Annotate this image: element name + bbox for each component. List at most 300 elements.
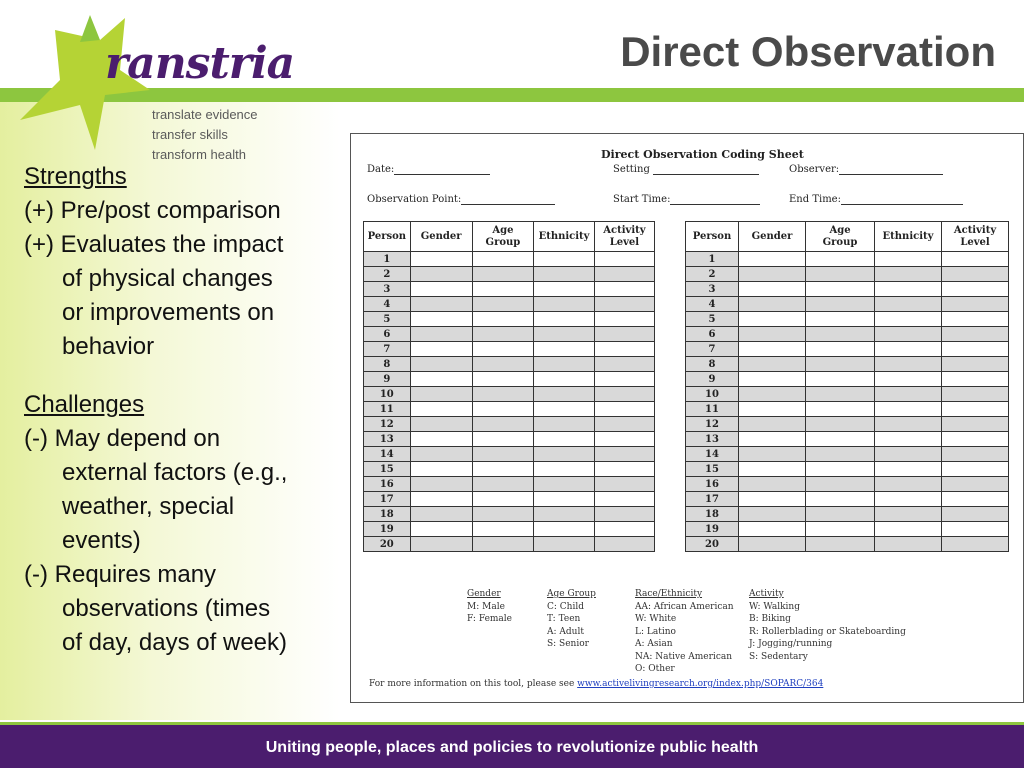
blank-cell	[410, 357, 472, 372]
blank-cell	[534, 417, 595, 432]
date-label: Date:	[367, 164, 395, 175]
blank-cell	[534, 402, 595, 417]
person-number-cell: 4	[686, 297, 739, 312]
person-number-cell: 1	[364, 252, 411, 267]
person-number-cell: 8	[364, 357, 411, 372]
blank-cell	[594, 402, 654, 417]
blank-cell	[594, 522, 654, 537]
blank-cell	[472, 267, 534, 282]
blank-cell	[739, 282, 806, 297]
blank-cell	[410, 297, 472, 312]
end-time-field	[789, 194, 963, 205]
logo-wordmark: ranstria	[105, 38, 295, 89]
blank-cell	[472, 327, 534, 342]
blank-cell	[739, 342, 806, 357]
column-header: Gender	[739, 222, 806, 252]
blank-cell	[410, 462, 472, 477]
column-header: Person	[686, 222, 739, 252]
blank-cell	[942, 507, 1009, 522]
observer-label: Observer:	[789, 164, 840, 175]
blank-cell	[472, 372, 534, 387]
column-header: Activity Level	[942, 222, 1009, 252]
legend-item: NA: Native American	[635, 651, 733, 662]
coding-sheet-footnote	[369, 679, 823, 689]
person-number-cell: 15	[364, 462, 411, 477]
blank-cell	[739, 522, 806, 537]
blank-cell	[594, 417, 654, 432]
challenges-heading: Challenges	[24, 391, 145, 418]
blank-cell	[534, 342, 595, 357]
blank-cell	[942, 522, 1009, 537]
legend-item: J: Jogging/running	[749, 639, 833, 649]
blank-cell	[594, 492, 654, 507]
observation-point-field	[367, 194, 555, 205]
column-header: Ethnicity	[875, 222, 942, 252]
blank-cell	[534, 312, 595, 327]
blank-cell	[806, 537, 875, 552]
blank-cell	[594, 357, 654, 372]
table-row	[364, 522, 655, 537]
column-header: Age Group	[472, 222, 534, 252]
setting-field	[613, 164, 759, 175]
blank-cell	[472, 312, 534, 327]
legend-item: S: Sedentary	[749, 651, 808, 662]
blank-cell	[410, 492, 472, 507]
person-number-cell: 14	[686, 447, 739, 462]
blank-cell	[875, 447, 942, 462]
table-row	[686, 252, 1009, 267]
blank-cell	[594, 447, 654, 462]
blank-cell	[739, 327, 806, 342]
blank-cell	[594, 342, 654, 357]
blank-cell	[739, 462, 806, 477]
end-time-label: End Time:	[789, 194, 841, 205]
blank-cell	[472, 342, 534, 357]
blank-cell	[410, 252, 472, 267]
person-number-cell: 16	[364, 477, 411, 492]
challenge-item-cont: events)	[62, 527, 141, 554]
blank-cell	[739, 417, 806, 432]
legend-activity	[749, 588, 906, 663]
footnote-text: For more information on this tool, please see	[369, 679, 575, 689]
person-number-cell: 3	[686, 282, 739, 297]
person-number-cell: 4	[364, 297, 411, 312]
table-row	[364, 342, 655, 357]
person-number-cell: 20	[686, 537, 739, 552]
blank-cell	[534, 462, 595, 477]
strength-item-cont: behavior	[62, 333, 155, 360]
blank-cell	[410, 327, 472, 342]
table-row	[686, 342, 1009, 357]
person-number-cell: 12	[364, 417, 411, 432]
blank-cell	[410, 522, 472, 537]
blank-cell	[472, 387, 534, 402]
blank-cell	[942, 282, 1009, 297]
blank-cell	[806, 372, 875, 387]
blank-cell	[739, 537, 806, 552]
transtria-logo	[0, 0, 300, 170]
legend-race-heading: Race/Ethnicity	[635, 589, 703, 599]
legend-item: M: Male	[467, 601, 505, 612]
person-number-cell: 15	[686, 462, 739, 477]
blank-cell	[806, 507, 875, 522]
column-header: Activity Level	[594, 222, 654, 252]
blank-cell	[942, 267, 1009, 282]
challenge-item-cont: external factors (e.g.,	[62, 459, 288, 486]
page-title: Direct Observation	[620, 28, 996, 75]
blank-cell	[942, 297, 1009, 312]
person-number-cell: 3	[364, 282, 411, 297]
legend-race	[635, 588, 734, 676]
table-row	[364, 432, 655, 447]
table-row	[364, 282, 655, 297]
blank-cell	[594, 252, 654, 267]
table-row	[686, 312, 1009, 327]
tagline-transfer: transfer skills	[152, 127, 228, 142]
person-number-cell: 14	[364, 447, 411, 462]
table-row	[686, 447, 1009, 462]
blank-cell	[875, 522, 942, 537]
strength-item-cont: or improvements on	[62, 299, 275, 326]
blank-cell	[534, 327, 595, 342]
person-number-cell: 18	[686, 507, 739, 522]
table-row	[364, 507, 655, 522]
coding-sheet-image	[350, 133, 1024, 703]
blank-cell	[594, 282, 654, 297]
person-number-cell: 19	[364, 522, 411, 537]
blank-cell	[942, 447, 1009, 462]
blank-cell	[739, 252, 806, 267]
blank-cell	[472, 417, 534, 432]
person-number-cell: 10	[364, 387, 411, 402]
blank-cell	[875, 252, 942, 267]
person-number-cell: 9	[364, 372, 411, 387]
table-row	[686, 462, 1009, 477]
blank-cell	[594, 537, 654, 552]
observer-field	[789, 164, 943, 175]
blank-cell	[472, 522, 534, 537]
table-row	[686, 417, 1009, 432]
blank-cell	[534, 477, 595, 492]
person-number-cell: 7	[364, 342, 411, 357]
strength-item: (+) Pre/post comparison	[24, 197, 281, 224]
person-number-cell: 19	[686, 522, 739, 537]
person-number-cell: 10	[686, 387, 739, 402]
blank-cell	[942, 492, 1009, 507]
strength-item-cont: of physical changes	[62, 265, 273, 292]
blank-cell	[942, 537, 1009, 552]
person-number-cell: 17	[686, 492, 739, 507]
column-header: Age Group	[806, 222, 875, 252]
legend-gender	[467, 588, 512, 626]
blank-cell	[806, 357, 875, 372]
blank-cell	[739, 402, 806, 417]
start-time-field	[613, 194, 760, 205]
blank-cell	[942, 462, 1009, 477]
blank-cell	[875, 417, 942, 432]
table-row	[364, 297, 655, 312]
tagline-transform: transform health	[152, 147, 246, 162]
person-number-cell: 17	[364, 492, 411, 507]
strengths-heading: Strengths	[24, 163, 127, 190]
table-row	[686, 432, 1009, 447]
blank-cell	[594, 327, 654, 342]
person-number-cell: 5	[364, 312, 411, 327]
strengths-challenges-text	[24, 160, 344, 660]
column-header: Ethnicity	[534, 222, 595, 252]
blank-cell	[806, 402, 875, 417]
blank-cell	[942, 372, 1009, 387]
table-row	[686, 537, 1009, 552]
legend-age-group	[547, 588, 596, 651]
blank-cell	[472, 492, 534, 507]
person-number-cell: 6	[686, 327, 739, 342]
table-row	[364, 462, 655, 477]
blank-cell	[739, 492, 806, 507]
table-row	[686, 402, 1009, 417]
blank-cell	[806, 417, 875, 432]
table-row	[686, 357, 1009, 372]
blank-cell	[942, 417, 1009, 432]
table-row	[686, 507, 1009, 522]
legend-item: A: Adult	[547, 626, 584, 637]
table-row	[364, 402, 655, 417]
person-number-cell: 6	[364, 327, 411, 342]
blank-cell	[472, 537, 534, 552]
table-row	[364, 267, 655, 282]
table-row	[686, 477, 1009, 492]
person-number-cell: 11	[364, 402, 411, 417]
blank-cell	[534, 297, 595, 312]
blank-cell	[806, 297, 875, 312]
blank-cell	[472, 357, 534, 372]
person-number-cell: 13	[686, 432, 739, 447]
tagline-translate: translate evidence	[152, 107, 258, 122]
table-row	[364, 477, 655, 492]
legend-gender-heading: Gender	[467, 589, 501, 599]
table-row	[364, 387, 655, 402]
blank-cell	[875, 402, 942, 417]
legend-item: F: Female	[467, 614, 512, 624]
blank-cell	[534, 387, 595, 402]
blank-cell	[806, 282, 875, 297]
blank-cell	[875, 327, 942, 342]
blank-cell	[806, 312, 875, 327]
blank-cell	[594, 297, 654, 312]
legend-item: T: Teen	[547, 614, 581, 624]
blank-cell	[806, 522, 875, 537]
blank-cell	[942, 312, 1009, 327]
blank-cell	[739, 507, 806, 522]
blank-cell	[534, 267, 595, 282]
challenge-item-cont: weather, special	[62, 493, 235, 520]
blank-cell	[875, 537, 942, 552]
blank-cell	[739, 432, 806, 447]
blank-cell	[534, 447, 595, 462]
date-field	[367, 164, 490, 175]
legend-item: AA: African American	[635, 601, 734, 612]
table-row	[686, 297, 1009, 312]
blank-cell	[806, 327, 875, 342]
blank-cell	[875, 492, 942, 507]
blank-cell	[739, 477, 806, 492]
blank-cell	[472, 462, 534, 477]
blank-cell	[942, 387, 1009, 402]
table-row	[364, 372, 655, 387]
blank-cell	[594, 507, 654, 522]
blank-cell	[472, 282, 534, 297]
column-header: Person	[364, 222, 411, 252]
table-row	[686, 387, 1009, 402]
start-time-label: Start Time:	[613, 194, 671, 205]
blank-cell	[875, 312, 942, 327]
person-number-cell: 8	[686, 357, 739, 372]
challenge-item: (-) Requires many	[24, 561, 217, 588]
legend-age-heading: Age Group	[547, 589, 596, 599]
blank-cell	[875, 432, 942, 447]
blank-cell	[594, 372, 654, 387]
blank-cell	[806, 462, 875, 477]
blank-cell	[534, 432, 595, 447]
blank-cell	[942, 342, 1009, 357]
blank-cell	[534, 522, 595, 537]
table-row	[686, 492, 1009, 507]
blank-cell	[534, 357, 595, 372]
blank-cell	[806, 342, 875, 357]
blank-cell	[875, 477, 942, 492]
blank-cell	[806, 447, 875, 462]
table-row	[364, 447, 655, 462]
blank-cell	[594, 477, 654, 492]
blank-cell	[875, 297, 942, 312]
table-row	[364, 357, 655, 372]
legend-item: C: Child	[547, 601, 584, 612]
blank-cell	[410, 402, 472, 417]
legend-item: L: Latino	[635, 626, 676, 637]
blank-cell	[739, 387, 806, 402]
blank-cell	[875, 267, 942, 282]
blank-cell	[410, 432, 472, 447]
blank-cell	[594, 462, 654, 477]
table-row	[686, 267, 1009, 282]
person-number-cell: 13	[364, 432, 411, 447]
strength-item: (+) Evaluates the impact	[24, 231, 284, 258]
blank-cell	[472, 477, 534, 492]
table-row	[364, 492, 655, 507]
blank-cell	[942, 327, 1009, 342]
blank-cell	[739, 312, 806, 327]
person-number-cell: 7	[686, 342, 739, 357]
blank-cell	[806, 477, 875, 492]
person-number-cell: 12	[686, 417, 739, 432]
person-number-cell: 5	[686, 312, 739, 327]
blank-cell	[472, 297, 534, 312]
blank-cell	[875, 282, 942, 297]
person-number-cell: 20	[364, 537, 411, 552]
legend-item: A: Asian	[635, 639, 673, 649]
blank-cell	[739, 297, 806, 312]
challenge-item: (-) May depend on	[24, 425, 221, 452]
blank-cell	[806, 492, 875, 507]
blank-cell	[875, 387, 942, 402]
blank-cell	[875, 342, 942, 357]
blank-cell	[942, 477, 1009, 492]
blank-cell	[410, 417, 472, 432]
blank-cell	[942, 357, 1009, 372]
challenge-item-cont: observations (times	[62, 595, 271, 622]
footer-slogan: Uniting people, places and policies to revolutionize public health	[265, 739, 759, 756]
observation-table-right	[685, 221, 1009, 552]
blank-cell	[534, 372, 595, 387]
column-header: Gender	[410, 222, 472, 252]
person-number-cell: 1	[686, 252, 739, 267]
blank-cell	[410, 342, 472, 357]
challenge-item-cont: of day, days of week)	[62, 629, 287, 656]
blank-cell	[534, 537, 595, 552]
legend-activity-heading: Activity	[749, 589, 784, 599]
person-number-cell: 18	[364, 507, 411, 522]
blank-cell	[806, 432, 875, 447]
person-number-cell: 11	[686, 402, 739, 417]
person-number-cell: 9	[686, 372, 739, 387]
table-row	[686, 327, 1009, 342]
blank-cell	[410, 477, 472, 492]
legend-item: R: Rollerblading or Skateboarding	[749, 626, 906, 637]
blank-cell	[410, 447, 472, 462]
blank-cell	[739, 372, 806, 387]
blank-cell	[942, 402, 1009, 417]
person-number-cell: 2	[364, 267, 411, 282]
blank-cell	[410, 537, 472, 552]
blank-cell	[594, 432, 654, 447]
table-row	[364, 312, 655, 327]
blank-cell	[410, 387, 472, 402]
table-row	[364, 252, 655, 267]
blank-cell	[472, 447, 534, 462]
legend-item: B: Biking	[749, 614, 791, 624]
coding-sheet-title: Direct Observation Coding Sheet	[601, 148, 804, 161]
blank-cell	[534, 507, 595, 522]
blank-cell	[942, 252, 1009, 267]
blank-cell	[472, 402, 534, 417]
blank-cell	[739, 447, 806, 462]
blank-cell	[739, 357, 806, 372]
table-row	[686, 282, 1009, 297]
blank-cell	[534, 282, 595, 297]
table-row	[364, 327, 655, 342]
table-row	[686, 372, 1009, 387]
blank-cell	[594, 387, 654, 402]
setting-label: Setting	[613, 164, 650, 175]
blank-cell	[594, 267, 654, 282]
table-row	[364, 537, 655, 552]
blank-cell	[875, 357, 942, 372]
table-row	[364, 417, 655, 432]
observation-point-label: Observation Point:	[367, 194, 462, 205]
legend-item: S: Senior	[547, 639, 589, 649]
blank-cell	[875, 372, 942, 387]
blank-cell	[806, 252, 875, 267]
blank-cell	[472, 252, 534, 267]
person-number-cell: 2	[686, 267, 739, 282]
person-number-cell: 16	[686, 477, 739, 492]
blank-cell	[806, 387, 875, 402]
blank-cell	[472, 432, 534, 447]
blank-cell	[875, 462, 942, 477]
blank-cell	[410, 507, 472, 522]
blank-cell	[594, 312, 654, 327]
legend-item: O: Other	[635, 664, 675, 674]
